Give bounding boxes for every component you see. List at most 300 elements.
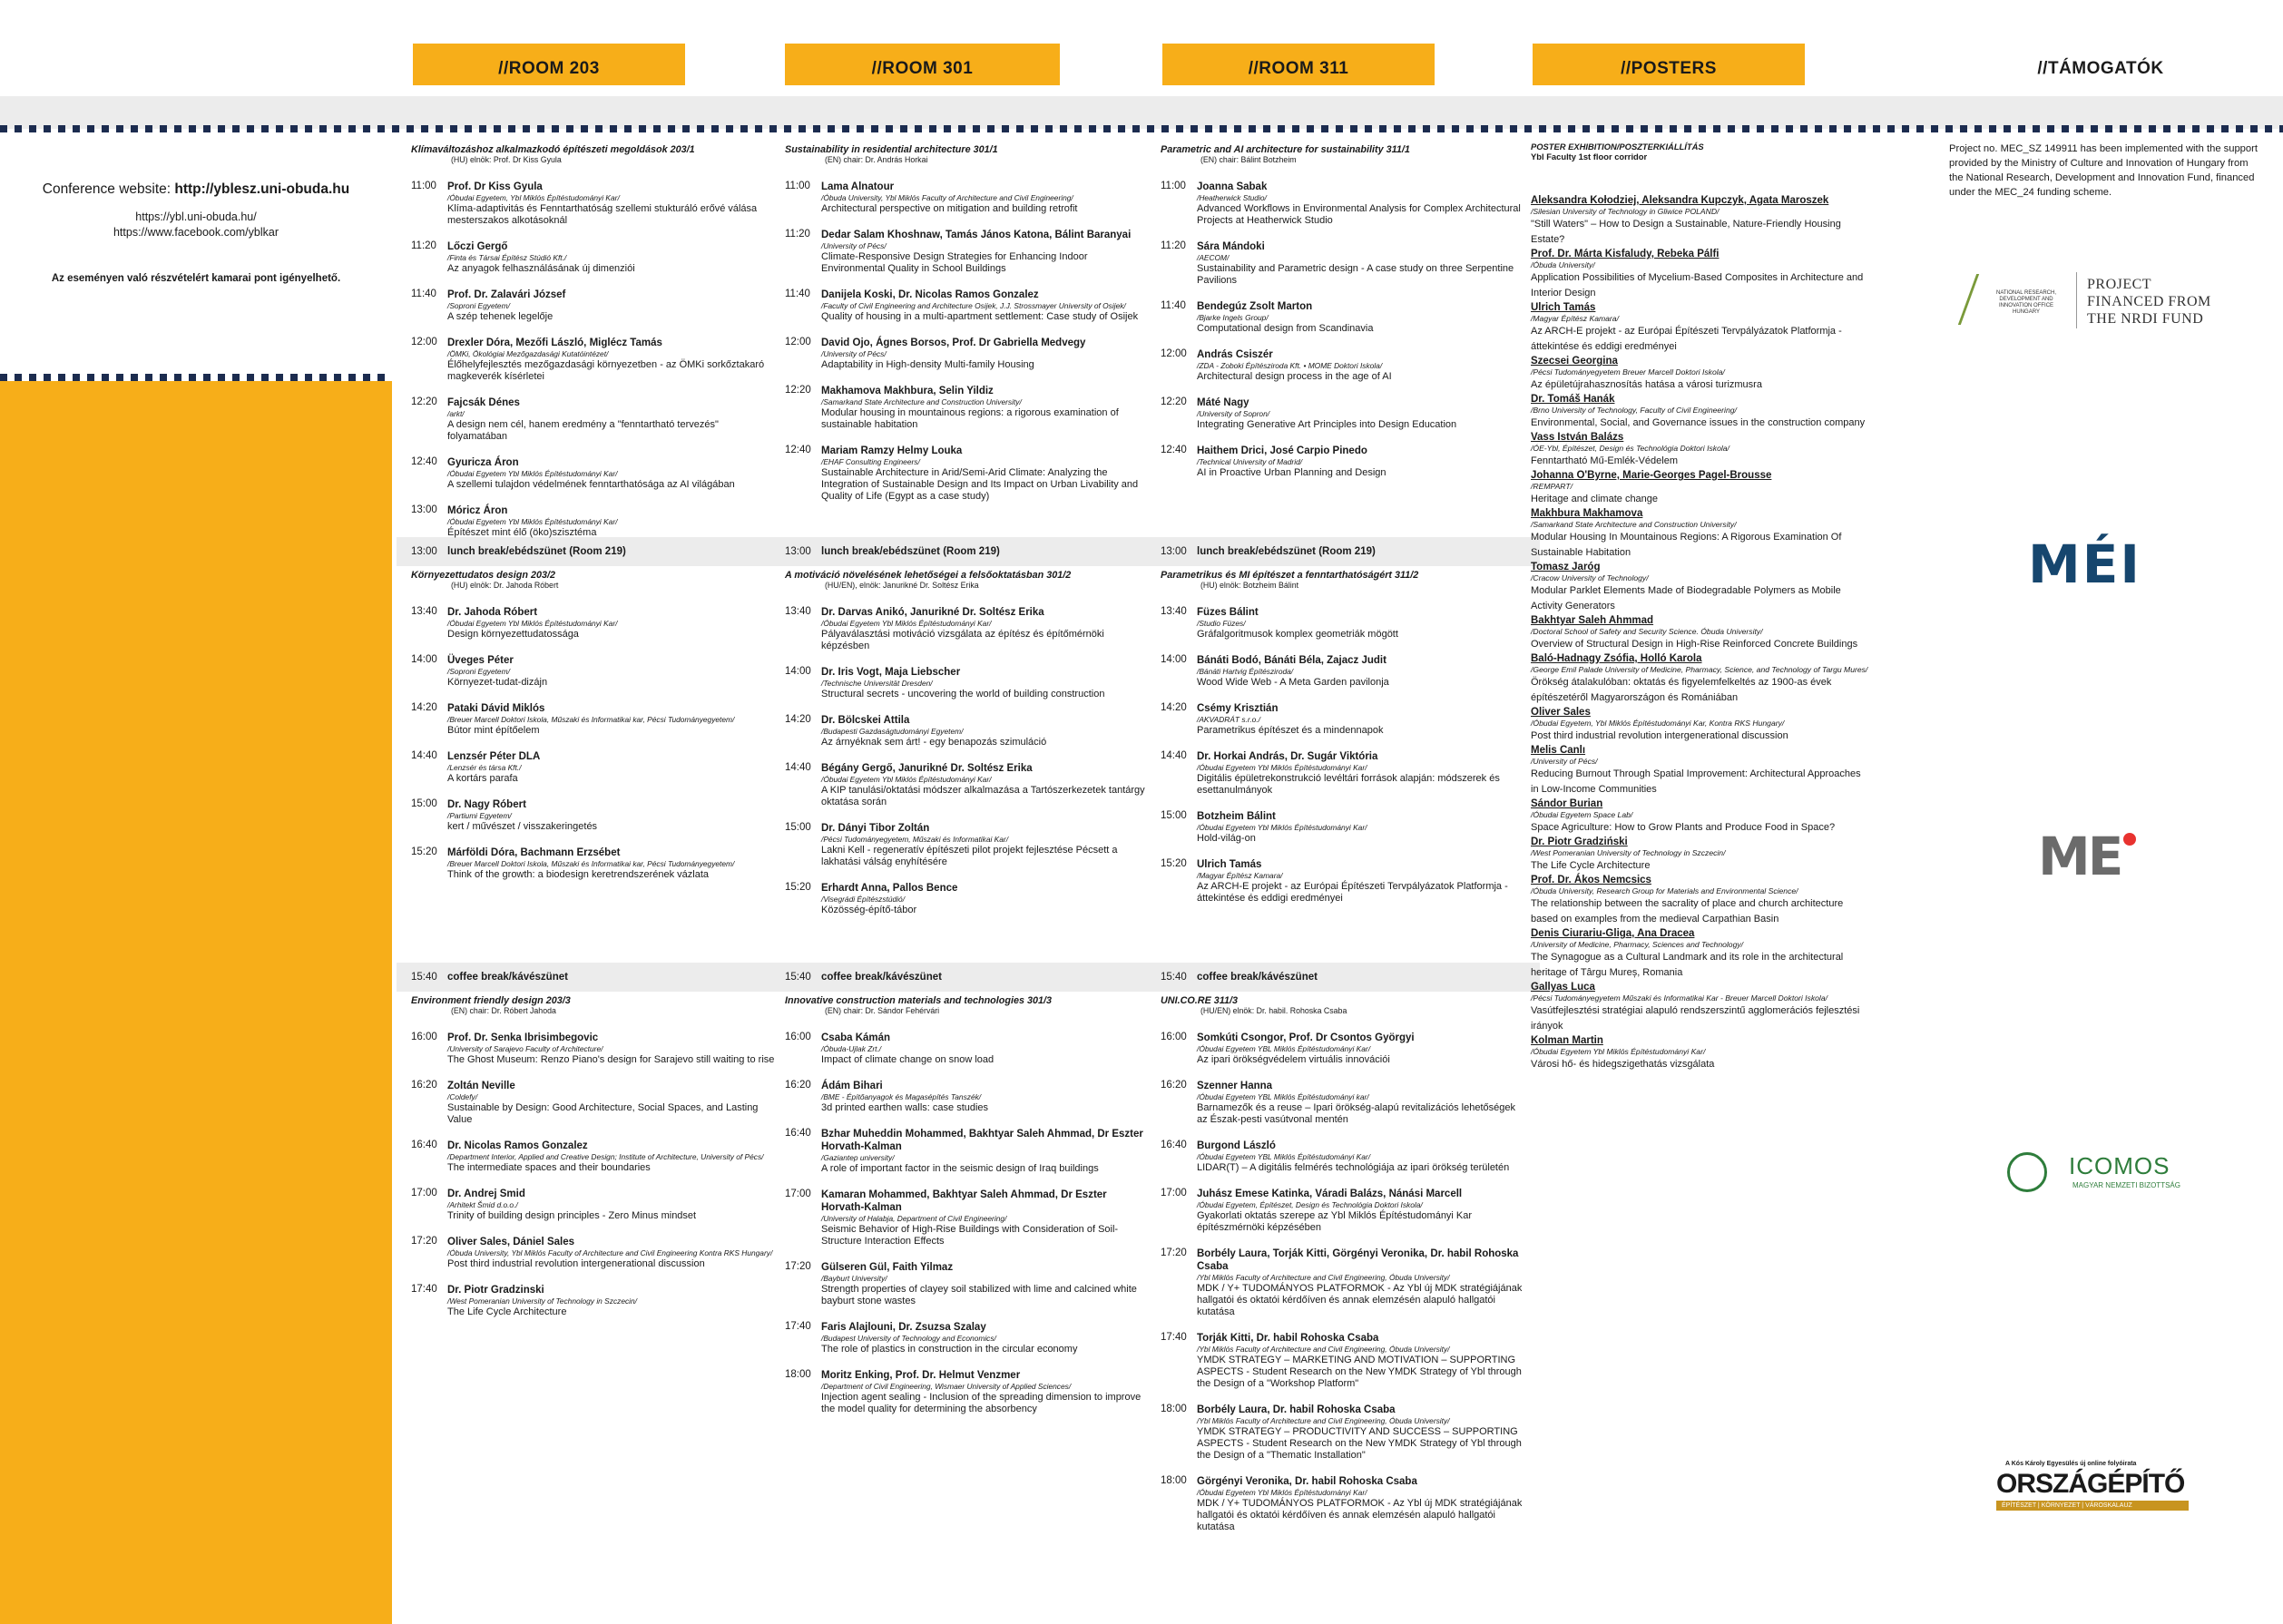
talk-item — [785, 762, 1150, 808]
talk-item — [411, 798, 776, 833]
grey-band — [0, 96, 2283, 129]
session-chair: (HU) elnök: Botzheim Bálint — [1200, 581, 1299, 590]
talk-time: 11:40 — [1161, 300, 1186, 311]
poster-affiliation: /Óbudai Egyetem Space Lab/ — [1531, 810, 1633, 819]
coffee-break-bar — [770, 963, 1164, 992]
talk-affiliation: /Óbudai Egyetem, Építészet, Design és Technológia Doktori Iskola/ — [1197, 1200, 1423, 1209]
talk-title: Injection agent sealing - Inclusion of the spreading dimension to improve the model quality for determining the absorbency — [821, 1392, 1142, 1414]
talk-time: 16:40 — [411, 1140, 437, 1150]
talk-time: 15:00 — [1161, 810, 1187, 821]
talk-body — [447, 1080, 776, 1126]
talk-body — [447, 1236, 776, 1270]
talk-title: Design környezettudatossága — [447, 629, 579, 640]
talk-body — [447, 456, 776, 491]
poster-item — [1531, 836, 1868, 874]
talk-time: 17:00 — [785, 1189, 811, 1199]
talk-body — [447, 1140, 776, 1174]
poster-title: Space Agriculture: How to Grow Plants and Produce Food in Space? — [1531, 822, 1836, 833]
lunch-break-bar — [1146, 537, 1540, 566]
talk-author: Haithem Drici, José Carpio Pinedo — [1197, 445, 1367, 456]
talk-affiliation: /Óbudai Egyetem YBL Miklós Építéstudományi Kar/ — [1197, 1152, 1371, 1161]
session-title: Klímaváltozáshoz alkalmazkodó építészeti megoldások 203/1 — [411, 144, 695, 155]
break-label: coffee break/kávészünet — [821, 972, 942, 983]
talk-item — [1161, 1332, 1525, 1390]
talk-title: The Ghost Museum: Renzo Piano's design for Sarajevo still waiting to rise — [447, 1054, 775, 1065]
poster-affiliation: /Óbuda University, Research Group for Materials and Environmental Science/ — [1531, 886, 1798, 895]
talk-affiliation: /Partiumi Egyetem/ — [447, 811, 512, 820]
talk-author: Torják Kitti, Dr. habil Rohoska Csaba — [1197, 1333, 1379, 1344]
session-block — [411, 570, 776, 963]
poster-author: Dr. Tomáš Hanák — [1531, 394, 1615, 405]
talk-time: 14:40 — [785, 762, 811, 773]
talk-item — [411, 1080, 776, 1126]
talk-item — [1161, 810, 1525, 845]
talk-title: Környezet-tudat-dizájn — [447, 677, 548, 688]
session-block — [1161, 144, 1525, 537]
talk-affiliation: /Budapest University of Technology and Economics/ — [821, 1334, 996, 1343]
talk-affiliation: /Budapesti Gazdaságtudományi Egyetem/ — [821, 727, 964, 736]
talk-time: 16:00 — [785, 1032, 811, 1042]
talk-time: 16:40 — [785, 1128, 811, 1139]
talk-body — [1197, 240, 1525, 287]
poster-item — [1531, 355, 1868, 393]
talk-time: 16:20 — [411, 1080, 437, 1091]
talk-time: 15:20 — [411, 846, 437, 857]
talk-item — [1161, 181, 1525, 227]
talk-body — [1197, 606, 1525, 641]
talk-author: András Csiszér — [1197, 349, 1273, 360]
talk-author: Borbély Laura, Dr. habil Rohoska Csaba — [1197, 1404, 1396, 1415]
talk-item — [785, 229, 1150, 275]
talk-body — [821, 1369, 1150, 1415]
session-block — [785, 995, 1150, 1624]
poster-location: Ybl Faculty 1st floor corridor — [1531, 152, 1648, 161]
talk-item — [411, 750, 776, 785]
poster-title: Modular Parklet Elements Made of Biodegradable Polymers as Mobile Activity Generators — [1531, 585, 1841, 611]
talk-author: Zoltán Neville — [447, 1081, 515, 1091]
talk-affiliation: /Studio Füzes/ — [1197, 619, 1246, 628]
talk-affiliation: /Department of Civil Engineering, Wismaer University of Applied Sciences/ — [821, 1382, 1072, 1391]
poster-item — [1531, 194, 1868, 248]
talk-item — [785, 714, 1150, 748]
talk-item — [785, 385, 1150, 431]
break-label: lunch break/ebédszünet (Room 219) — [1197, 546, 1376, 557]
talk-time: 13:00 — [411, 504, 437, 515]
poster-title: Fenntartható Mű-Emlék-Védelem — [1531, 455, 1679, 466]
header-supporters: //TÁMOGATÓK — [2037, 59, 2164, 78]
poster-item — [1531, 393, 1868, 431]
talk-title: Architectural perspective on mitigation and building retrofit — [821, 203, 1078, 214]
talk-author: Sára Mándoki — [1197, 241, 1265, 252]
talk-title: The intermediate spaces and their boundaries — [447, 1162, 651, 1173]
poster-author: Vass István Balázs — [1531, 432, 1624, 443]
talk-author: Máté Nagy — [1197, 397, 1249, 408]
talk-title: LIDAR(T) – A digitális felmérés technológiája az ipari örökség területén — [1197, 1162, 1510, 1173]
talk-title: AI in Proactive Urban Planning and Design — [1197, 467, 1386, 478]
poster-affiliation: /Óbudai Egyetem Ybl Miklós Építéstudományi Kar/ — [1531, 1047, 1706, 1056]
lunch-break-bar — [397, 537, 790, 566]
talk-title: Lakni Kell - regeneratív építészeti pilot projekt fejlesztése Pécsett a lakhatási válság enyhítésére — [821, 845, 1118, 867]
talk-author: Joanna Sabak — [1197, 181, 1268, 192]
poster-item — [1531, 507, 1868, 561]
project-statement: Project no. MEC_SZ 149911 has been implemented with the support provided by the Ministry of Culture and Innovation of Hungary from the National Research, Development and Innovation Fund, financed under the MEC_24 funding scheme. — [1949, 143, 2258, 198]
talk-item — [411, 240, 776, 275]
session-block — [411, 144, 776, 537]
talk-title: Az árnyéknak sem árt! - egy benapozás szimuláció — [821, 737, 1047, 748]
room-203-column — [411, 141, 776, 1624]
talk-author: Prof. Dr. Zalavári József — [447, 289, 566, 300]
talk-affiliation: /West Pomeranian University of Technology in Szczecin/ — [447, 1296, 638, 1306]
talk-body — [447, 654, 776, 689]
talk-affiliation: /Óbudai Egyetem Ybl Miklós Építéstudományi Kar/ — [447, 469, 618, 478]
supporters-column — [1949, 142, 2258, 200]
nrdi-logo: NATIONAL RESEARCH, DEVELOPMENT AND INNOVATION OFFICE HUNGARY PROJECT FINANCED FROM THE NRDI FUND — [1967, 272, 2258, 336]
talk-title: Klíma-adaptivitás és Fenntarthatóság szellemi stukturáló erővé válása mesterszakos alkotásoknál — [447, 203, 758, 226]
talk-item — [411, 1140, 776, 1174]
talk-item — [785, 1369, 1150, 1415]
talk-item — [411, 181, 776, 227]
talk-affiliation: /Department Interior, Applied and Creative Design; Institute of Architecture, University of Pécs/ — [447, 1152, 764, 1161]
talk-title: Gráfalgoritmusok komplex geometriák mögött — [1197, 629, 1398, 640]
talk-body — [1197, 1247, 1525, 1318]
poster-author: Szecsei Georgina — [1531, 356, 1618, 367]
poster-author: Oliver Sales — [1531, 707, 1591, 718]
session-title: UNI.CO.RE 311/3 — [1161, 995, 1239, 1006]
talk-title: Az anyagok felhasználásának új dimenziói — [447, 263, 635, 274]
talk-time: 13:40 — [1161, 606, 1187, 617]
talk-body — [1197, 1404, 1525, 1462]
talk-body — [1197, 1140, 1525, 1174]
talk-author: Bendegúz Zsolt Marton — [1197, 301, 1313, 312]
talk-title: 3d printed earthen walls: case studies — [821, 1102, 989, 1113]
poster-item — [1531, 874, 1868, 927]
talk-body — [821, 606, 1150, 652]
talk-title: A kortárs parafa — [447, 773, 518, 784]
talk-title: Structural secrets - uncovering the world of building construction — [821, 689, 1105, 699]
talk-title: Parametrikus építészet és a mindennapok — [1197, 725, 1384, 736]
session-title: Parametrikus és MI építészet a fenntarthatóságért 311/2 — [1161, 570, 1419, 581]
talk-author: Móricz Áron — [447, 505, 508, 516]
poster-author: Prof. Dr. Márta Kisfaludy, Rebeka Pálfi — [1531, 249, 1720, 259]
talk-title: Sustainable by Design: Good Architecture, Social Spaces, and Lasting Value — [447, 1102, 759, 1125]
nrdi-swoosh-icon — [1958, 274, 1985, 325]
talk-item — [785, 1128, 1150, 1175]
talk-item — [785, 822, 1150, 868]
talk-body — [447, 1188, 776, 1222]
talk-body — [1197, 654, 1525, 689]
talk-body — [1197, 858, 1525, 905]
talk-affiliation: /University of Pécs/ — [821, 241, 887, 250]
session-title: Környezettudatos design 203/2 — [411, 570, 555, 581]
talk-author: Mariam Ramzy Helmy Louka — [821, 445, 963, 456]
poster-title: Overview of Structural Design in High-Rise Reinforced Concrete Buildings — [1531, 639, 1858, 650]
poster-affiliation: /Silesian University of Technology in Gliwice POLAND/ — [1531, 207, 1720, 216]
talk-item — [411, 456, 776, 491]
talk-item — [1161, 858, 1525, 905]
talk-affiliation: /Breuer Marcell Doktori Iskola, Műszaki és Informatikai kar, Pécsi Tudományegyetem/ — [447, 859, 735, 868]
talk-affiliation: /Óbudai Egyetem Ybl Miklós Építéstudományi Kar/ — [447, 517, 618, 526]
talk-time: 11:00 — [1161, 181, 1186, 191]
talk-title: Sustainable Architecture in Arid/Semi-Arid Climate: Analyzing the Integration of Sustainable Design and Its Impact on Urban Livability and Quality of Life (Egypt as a case study) — [821, 467, 1139, 502]
talk-affiliation: /Visegrádi Építészstúdió/ — [821, 895, 906, 904]
talk-author: Dr. Andrej Smid — [447, 1189, 525, 1199]
poster-title: Heritage and climate change — [1531, 494, 1659, 504]
talk-time: 14:40 — [1161, 750, 1187, 761]
coffee-break-bar — [1146, 963, 1540, 992]
talk-item — [1161, 445, 1525, 479]
talk-author: Somkúti Csongor, Prof. Dr Csontos Györgyi — [1197, 1032, 1415, 1043]
talk-body — [1197, 396, 1525, 431]
talk-title: A KIP tanulási/oktatási módszer alkalmazása a Tartószerkezetek tantárgy oktatása során — [821, 785, 1145, 807]
talk-title: A role of important factor in the seismic design of Iraq buildings — [821, 1163, 1099, 1174]
talk-title: Pályaválasztási motiváció vizsgálata az építész és építőmérnöki képzésben — [821, 629, 1104, 651]
talk-affiliation: /AECOM/ — [1197, 253, 1230, 262]
talk-body — [821, 1321, 1150, 1355]
talk-time: 12:40 — [785, 445, 811, 455]
talk-item — [785, 1261, 1150, 1307]
talk-author: Juhász Emese Katinka, Váradi Balázs, Nánási Marcell — [1197, 1189, 1463, 1199]
talk-body — [821, 289, 1150, 323]
talk-item — [1161, 1404, 1525, 1462]
talk-time: 11:20 — [785, 229, 810, 240]
talk-author: Prof. Dr. Senka Ibrisimbegovic — [447, 1032, 599, 1043]
talk-title: Modular housing in mountainous regions: a rigorous examination of sustainable habitation — [821, 407, 1119, 430]
talk-body — [1197, 702, 1525, 737]
poster-list — [1531, 194, 1868, 1072]
talk-author: Ádám Bihari — [821, 1081, 883, 1091]
talk-affiliation: /Lenzsér és társa Kft./ — [447, 763, 522, 772]
talk-affiliation: /Bayburt University/ — [821, 1274, 887, 1283]
poster-affiliation: /ÓE-Ybl, Építészet, Design és Technológia Doktori Iskola/ — [1531, 444, 1729, 453]
talk-author: Gülseren Gül, Faith Yilmaz — [821, 1262, 954, 1273]
talk-body — [821, 1032, 1150, 1066]
talk-affiliation: /Óbudai Egyetem YBL Miklós Építéstudományi kar/ — [1197, 1092, 1369, 1101]
talk-title: Közösség-építő-tábor — [821, 905, 917, 915]
poster-affiliation: /Magyar Építész Kamara/ — [1531, 314, 1619, 323]
poster-affiliation: /Pécsi Tudományegyetem Műszaki és Informatikai Kar - Breuer Marcell Doktori Iskola/ — [1531, 993, 1827, 1003]
poster-title: Vasútfejlesztési stratégiai alapuló rendszerszintű agglomerációs fejlesztési irányok — [1531, 1005, 1860, 1032]
talk-item — [1161, 654, 1525, 689]
talk-time: 12:00 — [785, 337, 811, 347]
talk-body — [821, 1261, 1150, 1307]
poster-author: Gallyas Luca — [1531, 982, 1595, 993]
talk-title: Adaptability in High-density Multi-family Housing — [821, 359, 1034, 370]
talk-time: 13:40 — [411, 606, 437, 617]
poster-affiliation: /University of Medicine, Pharmacy, Sciences and Technology/ — [1531, 940, 1744, 949]
session-chair: (EN) chair: Dr. András Horkai — [825, 155, 928, 164]
talk-time: 12:20 — [785, 385, 811, 396]
talk-title: Architectural design process in the age of AI — [1197, 371, 1392, 382]
talk-body — [447, 181, 776, 227]
poster-author: Makhbura Makhamova — [1531, 508, 1643, 519]
talk-item — [411, 846, 776, 881]
talk-affiliation: /Óbudai Egyetem Ybl Miklós Építéstudományi Kar/ — [1197, 1488, 1367, 1497]
talk-author: Ulrich Tamás — [1197, 859, 1262, 870]
talk-item — [1161, 396, 1525, 431]
poster-item — [1531, 561, 1868, 614]
talk-title: YMDK STRATEGY – MARKETING AND MOTIVATION – SUPPORTING ASPECTS - Student Research on the New YMDK Strategy of Ybl through the Design of a "Workshop Platform" — [1197, 1355, 1522, 1389]
talk-author: Burgond László — [1197, 1140, 1276, 1151]
poster-item — [1531, 301, 1868, 355]
talk-item — [785, 882, 1150, 916]
session-title: A motiváció növelésének lehetőségei a felsőoktatásban 301/2 — [785, 570, 1072, 581]
talk-body — [821, 337, 1150, 371]
talk-time: 17:00 — [1161, 1188, 1187, 1198]
talk-body — [447, 289, 776, 323]
talk-time: 17:20 — [411, 1236, 437, 1247]
talk-body — [447, 504, 776, 539]
talk-time: 14:40 — [411, 750, 437, 761]
talk-author: Csémy Krisztián — [1197, 703, 1279, 714]
talk-affiliation: /Soproni Egyetem/ — [447, 667, 510, 676]
talk-body — [1197, 810, 1525, 845]
poster-title: Application Possibilities of Mycelium-Based Composites in Architecture and Interior Design — [1531, 272, 1864, 298]
talk-item — [1161, 750, 1525, 797]
talk-body — [447, 606, 776, 641]
talk-body — [821, 666, 1150, 700]
talk-item — [785, 666, 1150, 700]
talk-body — [447, 337, 776, 383]
coffee-break-bar — [397, 963, 790, 992]
credit-note: Az eseményen való részvételért kamarai pont igényelhető. — [51, 273, 341, 284]
talk-affiliation: /Óbudai Egyetem Ybl Miklós Építéstudományi Kar/ — [1197, 823, 1367, 832]
talk-body — [1197, 1332, 1525, 1390]
website-link[interactable]: http://yblesz.uni-obuda.hu — [174, 181, 350, 197]
talk-time: 14:00 — [785, 666, 811, 677]
talk-author: Lama Alnatour — [821, 181, 895, 192]
talk-title: A szellemi tulajdon védelmének fenntarthatósága az AI világában — [447, 479, 735, 490]
talk-time: 14:20 — [1161, 702, 1187, 713]
talk-title: Seismic Behavior of High-Rise Buildings with Consideration of Soil-Structure Interaction Effects — [821, 1224, 1119, 1247]
talk-title: A design nem cél, hanem eredmény a "fenntartható tervezés" folyamatában — [447, 419, 719, 442]
session-chair: (EN) chair: Dr. Sándor Fehérvári — [825, 1006, 940, 1015]
poster-title: The Synagogue as a Cultural Landmark and its role in the architectural heritage of Târgu Mureș, Romania — [1531, 952, 1844, 978]
talk-affiliation: /Óbuda University, Ybl Miklós Faculty of Architecture and Civil Engineering/ — [821, 193, 1073, 202]
poster-heading: POSTER EXHIBITION/POSZTERKIÁLLÍTÁS — [1531, 142, 1704, 152]
poster-item — [1531, 744, 1868, 797]
talk-body — [447, 846, 776, 881]
poster-author: Prof. Dr. Ákos Nemcsics — [1531, 875, 1651, 885]
header-posters: //POSTERS — [1533, 44, 1805, 85]
ybl-link[interactable]: https://ybl.uni-obuda.hu/ — [135, 210, 257, 223]
talk-title: The role of plastics in construction in the circular economy — [821, 1344, 1078, 1355]
talk-time: 12:20 — [411, 396, 437, 407]
poster-affiliation: /Cracow University of Technology/ — [1531, 573, 1649, 582]
talk-item — [1161, 1140, 1525, 1174]
talk-affiliation: /Pécsi Tudományegyetem, Műszaki és Informatikai Kar/ — [821, 835, 1009, 844]
talk-time: 17:40 — [1161, 1332, 1187, 1343]
talk-affiliation: /Heatherwick Studio/ — [1197, 193, 1267, 202]
talk-author: Dr. Iris Vogt, Maja Liebscher — [821, 667, 961, 678]
poster-author: Denis Ciurariu-Gliga, Ana Dracea — [1531, 928, 1695, 939]
session-chair: (EN) chair: Dr. Róbert Jahoda — [451, 1006, 556, 1015]
talk-affiliation: /Breuer Marcell Doktori Iskola, Műszaki és Informatikai kar, Pécsi Tudományegyetem/ — [447, 715, 735, 724]
talk-time: 12:00 — [411, 337, 437, 347]
talk-body — [447, 1032, 776, 1066]
talk-time: 14:00 — [1161, 654, 1187, 665]
session-title: Environment friendly design 203/3 — [411, 995, 571, 1006]
break-time: 15:40 — [1161, 972, 1187, 983]
globe-icon — [2007, 1152, 2047, 1192]
talk-affiliation: /Finta és Társai Építész Stúdió Kft./ — [447, 253, 567, 262]
talk-item — [785, 1032, 1150, 1066]
talk-title: Trinity of building design principles - Zero Minus mindset — [447, 1210, 697, 1221]
talk-item — [785, 337, 1150, 371]
break-time: 15:40 — [411, 972, 437, 983]
break-time: 13:00 — [1161, 546, 1187, 557]
talk-body — [821, 1189, 1150, 1247]
talk-time: 17:40 — [785, 1321, 811, 1332]
talk-item — [411, 606, 776, 641]
break-label: coffee break/kávészünet — [447, 972, 568, 983]
talk-time: 15:20 — [1161, 858, 1187, 869]
talk-time: 18:00 — [1161, 1404, 1187, 1414]
talk-item — [411, 504, 776, 539]
poster-affiliation: /Pécsi Tudományegyetem Breuer Marcell Doktori Iskola/ — [1531, 367, 1725, 377]
talk-affiliation: /Bánáti Hartvig Építésziroda/ — [1197, 667, 1294, 676]
talk-author: Márföldi Dóra, Bachmann Erzsébet — [447, 847, 621, 858]
talk-title: Wood Wide Web - A Meta Garden pavilonja — [1197, 677, 1389, 688]
talk-title: Digitális épületrekonstrukció levéltári források alapján: módszerek és esettanulmányok — [1197, 773, 1500, 796]
poster-author: Johanna O'Byrne, Marie-Georges Pagel-Brousse — [1531, 470, 1772, 481]
poster-title: Post third industrial revolution intergenerational discussion — [1531, 730, 1788, 741]
talk-affiliation: /Arhitekt Šmid d.o.o./ — [447, 1200, 518, 1209]
talk-body — [447, 798, 776, 833]
talk-affiliation: /Ybl Miklós Faculty of Architecture and Civil Engineering, Óbuda University/ — [1197, 1345, 1450, 1354]
talk-author: Gyuricza Áron — [447, 457, 519, 468]
poster-title: The Life Cycle Architecture — [1531, 860, 1651, 871]
poster-affiliation: /West Pomeranian University of Technology in Szczecin/ — [1531, 848, 1726, 857]
talk-time: 14:20 — [785, 714, 811, 725]
talk-body — [821, 714, 1150, 748]
poster-affiliation: /Doctoral School of Safety and Security Science. Óbuda University/ — [1531, 627, 1763, 636]
session-title: Parametric and AI architecture for sustainability 311/1 — [1161, 144, 1410, 155]
talk-affiliation: /BME - Építőanyagok és Magasépítés Tanszék/ — [821, 1092, 982, 1101]
talk-item — [1161, 1188, 1525, 1234]
talk-author: Makhamova Makhbura, Selin Yildiz — [821, 386, 994, 396]
talk-item — [1161, 348, 1525, 383]
talk-time: 16:20 — [1161, 1080, 1187, 1091]
talk-time: 12:20 — [1161, 396, 1187, 407]
talk-title: Computational design from Scandinavia — [1197, 323, 1374, 334]
talk-affiliation: /Technische Universität Dresden/ — [821, 679, 933, 688]
talk-author: Kamaran Mohammed, Bakhtyar Saleh Ahmmad, Dr Eszter Horvath-Kalman — [821, 1189, 1107, 1213]
talk-affiliation: /Magyar Építész Kamara/ — [1197, 871, 1283, 880]
poster-item — [1531, 431, 1868, 469]
session-title: Innovative construction materials and technologies 301/3 — [785, 995, 1052, 1006]
talk-affiliation: /Ybl Miklós Faculty of Architecture and Civil Engineering, Óbuda University/ — [1197, 1416, 1450, 1425]
talk-author: Moritz Enking, Prof. Dr. Helmut Venzmer — [821, 1370, 1021, 1381]
talk-body — [1197, 1475, 1525, 1533]
talk-affiliation: /Coldefy/ — [447, 1092, 478, 1101]
talk-author: Lőczi Gergő — [447, 241, 508, 252]
talk-body — [1197, 750, 1525, 797]
talk-affiliation: /Óbudai Egyetem Ybl Miklós Építéstudományi Kar/ — [1197, 763, 1367, 772]
talk-body — [1197, 1188, 1525, 1234]
talk-author: Dr. Dányi Tibor Zoltán — [821, 823, 930, 834]
talk-body — [1197, 300, 1525, 335]
talk-title: Sustainability and Parametric design - A case study on three Serpentine Pavilions — [1197, 263, 1514, 286]
talk-author: Erhardt Anna, Pallos Bence — [821, 883, 958, 894]
talk-time: 14:00 — [411, 654, 437, 665]
talk-time: 11:40 — [411, 289, 436, 299]
talk-title: Climate-Responsive Design Strategies for Enhancing Indoor Environmental Quality in School Buildings — [821, 251, 1088, 274]
session-chair: (HU) elnök: Prof. Dr Kiss Gyula — [451, 155, 562, 164]
left-accent-block — [0, 381, 392, 1624]
session-block — [411, 995, 776, 1624]
talk-body — [1197, 348, 1525, 383]
facebook-link[interactable]: https://www.facebook.com/yblkar — [113, 226, 279, 239]
